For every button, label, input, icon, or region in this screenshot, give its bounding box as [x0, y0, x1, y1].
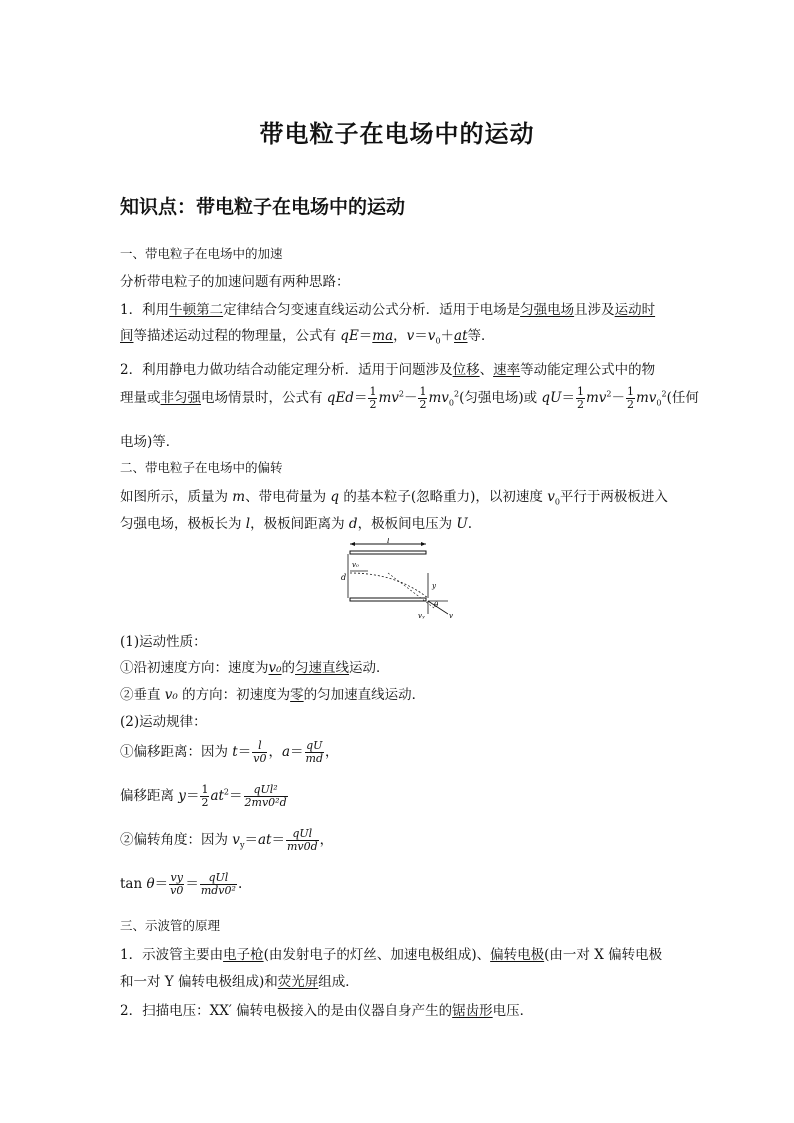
- part3-line1: 1．示波管主要由电子枪(由发射电子的灯丝、加速电极组成)、偏转电极(由一对 X 偏转电极: [120, 947, 663, 963]
- part2-motion-y: ②垂直 v₀ 的方向：初速度为零的匀加速直线运动．: [120, 687, 426, 703]
- top-plate: [350, 551, 426, 554]
- part1-method1-line2: 间等描述运动过程的物理量，公式有 qE＝ma，$v=v_0+at$等．: [120, 328, 495, 346]
- part3-heading: 三、示波管的原理: [120, 918, 221, 933]
- page-title: 带电粒子在电场中的运动: [259, 120, 535, 148]
- part3-line2: 和一对 Y 偏转电极组成)和荧光屏组成．: [120, 974, 359, 990]
- part1-method1-line1: 1．利用牛顿第二定律结合匀变速直线运动公式分析．适用于电场是匀强电场且涉及运动时: [120, 302, 656, 318]
- part1-method2-line2: 理量或非匀强电场情景时，公式有 qEd＝ $\frac{1}{2}$ $mv^2-$ $\frac{1}{2}$ $mv_0^2$(匀强电场)或 qU＝ $\frac{1}{2}$ $mv^2-$ $\frac{1}{2}$ $mv_0^2$(任何: [120, 385, 699, 411]
- label-vy: vᵧ: [418, 612, 425, 620]
- part2-motion-nature: (1)运动性质：: [120, 634, 207, 650]
- part2-motion-x: ①沿初速度方向：速度为v₀的匀速直线运动．: [120, 660, 390, 676]
- part1-heading: 一、带电粒子在电场中的加速: [120, 246, 283, 261]
- part2-motion-law: (2)运动规律：: [120, 714, 207, 730]
- section-heading: 知识点：带电粒子在电场中的运动: [120, 196, 406, 218]
- deflection-figure: [338, 538, 462, 620]
- label-theta: θ: [434, 601, 439, 609]
- trajectory: [350, 573, 428, 598]
- arrow-right-head: [421, 542, 426, 546]
- formula-tan: tan θ＝ $\frac{vy}{v0}$ ＝ $\frac{\text{qUl}}{\text{mdv0²}}$ .: [120, 871, 243, 897]
- label-v: v: [449, 612, 453, 620]
- part3-line3: 2．扫描电压：XX′ 偏转电极接入的是由仪器自身产生的锯齿形电压．: [120, 1003, 534, 1019]
- part1-method2-line3: 电场)等．: [120, 434, 180, 450]
- bottom-plate: [350, 598, 426, 601]
- arrow-left-head: [350, 542, 355, 546]
- label-d: d: [341, 573, 347, 582]
- label-y: y: [432, 582, 436, 590]
- label-v0: v₀: [352, 561, 359, 569]
- label-l: l: [387, 538, 390, 545]
- part2-heading: 二、带电粒子在电场中的偏转: [120, 460, 283, 475]
- part1-method2-line1: 2．利用静电力做功结合动能定理分析．适用于问题涉及位移、速率等动能定理公式中的物: [120, 362, 656, 378]
- formula-y: 偏移距离 y＝ $\frac{1}{2}$ $at^2=$ $\frac{\text{qUl²}}{\text{2mv0²d}}$: [120, 783, 287, 809]
- tangent-line: [388, 573, 434, 608]
- formula-vy: ②偏转角度：因为 $v_y=at=$ $\frac{\text{qUl}}{mv0d}$ ，: [120, 827, 334, 853]
- part1-intro: 分析带电粒子的加速问题有两种思路：: [120, 274, 350, 290]
- part2-intro-line2: 匀强电场，极板长为 l，极板间距离为 d，极板间电压为 U.: [120, 516, 473, 532]
- part2-intro-line1: 如图所示，质量为 m、带电荷量为 q 的基本粒子(忽略重力)，以初速度 $v_0$平行于两极板进入: [120, 489, 668, 507]
- formula-t-a: ①偏移距离：因为 t＝ $\frac{l}{v0}$ ，a＝ $\frac{qU}{md}$ ，: [120, 739, 339, 765]
